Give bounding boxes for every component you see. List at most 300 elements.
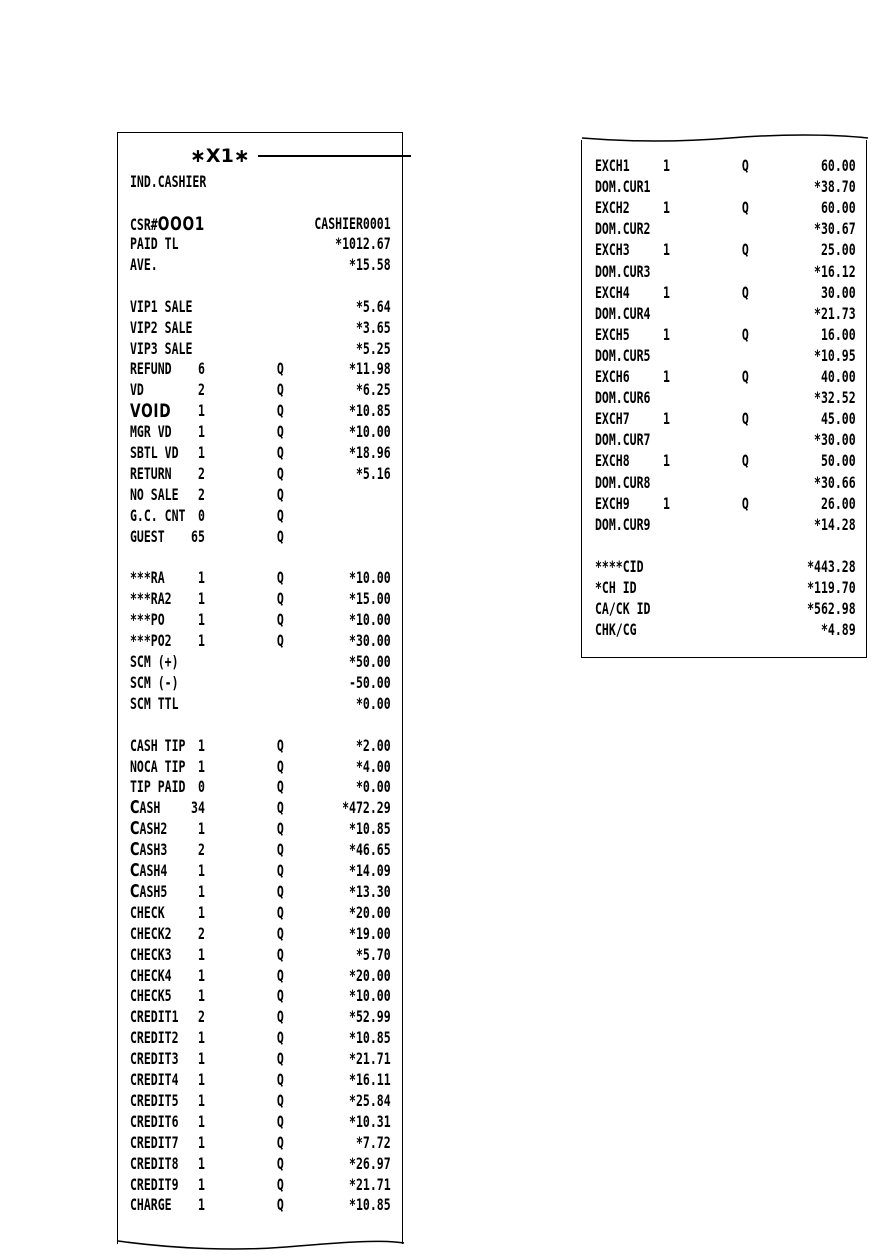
line-quantity: 1 <box>662 324 670 344</box>
line-amount: *5.70 <box>355 944 391 964</box>
line-quantity: 1 <box>197 1111 205 1131</box>
line-amount: *16.11 <box>349 1070 391 1089</box>
line-quantity: 1 <box>197 756 205 776</box>
line-label: PAID TL <box>130 234 179 253</box>
line-amount: *3.65 <box>355 317 391 337</box>
line-quantity: 0 <box>197 777 205 797</box>
line-amount: 30.00 <box>820 282 856 302</box>
line-label: CASH3 <box>130 839 168 861</box>
line-label: EXCH3 <box>595 240 630 260</box>
line-amount: *119.70 <box>807 578 856 597</box>
receipt-line <box>595 430 856 450</box>
receipt-title <box>130 172 320 192</box>
line-label: G.C. CNT <box>130 505 186 525</box>
line-quantity-unit: Q <box>741 156 749 175</box>
receipt-line <box>595 451 856 471</box>
line-label: NO SALE <box>130 484 179 504</box>
line-quantity: 1 <box>197 401 205 421</box>
receipt-line <box>595 282 856 303</box>
line-quantity: 1 <box>662 451 670 471</box>
line-label: VIP3 SALE <box>130 338 193 358</box>
line-label: *CH ID <box>595 578 637 597</box>
line-amount: *10.00 <box>349 422 391 442</box>
line-quantity: 1 <box>197 1132 205 1152</box>
line-label: CREDIT3 <box>130 1049 179 1069</box>
line-quantity-unit: Q <box>276 359 284 379</box>
receipt-line <box>595 409 856 429</box>
line-quantity: 1 <box>197 1195 205 1215</box>
receipt-line <box>130 338 391 359</box>
line-quantity: 1 <box>197 944 205 964</box>
receipt-line <box>595 367 856 387</box>
line-amount: *10.00 <box>349 568 391 588</box>
line-quantity: 65 <box>191 526 205 546</box>
line-amount: *30.67 <box>814 219 856 239</box>
line-quantity-unit: Q <box>276 610 284 630</box>
line-quantity: 1 <box>197 1090 205 1110</box>
line-label: SCM (-) <box>130 672 179 692</box>
line-amount: *18.96 <box>349 443 391 462</box>
line-quantity-unit: Q <box>276 1090 284 1110</box>
line-quantity-unit: Q <box>276 735 284 755</box>
line-quantity: 1 <box>197 1070 205 1089</box>
receipt-line <box>130 1049 391 1069</box>
line-label: DOM.CUR7 <box>595 430 651 450</box>
line-quantity-unit: Q <box>276 777 284 797</box>
line-amount: *46.65 <box>349 840 391 860</box>
line-amount: *10.31 <box>349 1111 391 1131</box>
line-quantity: 1 <box>662 409 670 429</box>
line-quantity-unit: Q <box>741 493 749 513</box>
line-label: DOM.CUR9 <box>595 514 651 534</box>
receipt-line <box>130 880 391 902</box>
line-quantity: 1 <box>197 881 205 901</box>
line-label: SCM (+) <box>130 652 179 671</box>
line-amount: *15.58 <box>349 254 391 274</box>
line-label: EXCH2 <box>595 198 630 218</box>
line-quantity: 1 <box>197 568 205 588</box>
line-label: EXCH5 <box>595 324 630 344</box>
line-label: CREDIT2 <box>130 1028 179 1048</box>
line-label: DOM.CUR4 <box>595 303 651 323</box>
line-label: CHARGE <box>130 1195 172 1215</box>
line-amount: 40.00 <box>820 367 856 386</box>
line-quantity: 2 <box>197 484 205 504</box>
line-label: ***RA <box>130 568 165 588</box>
line-quantity-unit: Q <box>741 409 749 429</box>
line-quantity: 1 <box>662 493 670 513</box>
line-quantity-unit: Q <box>741 367 749 386</box>
line-quantity: 0 <box>197 505 205 525</box>
receipt-line <box>130 1153 391 1174</box>
line-label: EXCH4 <box>595 282 630 302</box>
mode-label-leader-line <box>258 155 411 157</box>
receipt-line <box>130 735 391 756</box>
line-quantity: 1 <box>662 198 670 218</box>
line-label: DOM.CUR8 <box>595 472 651 492</box>
line-amount: *10.85 <box>349 401 391 421</box>
cashier-line <box>130 213 391 235</box>
receipt-line <box>595 514 856 535</box>
line-quantity-unit: Q <box>741 198 749 218</box>
line-amount: *5.25 <box>355 338 391 358</box>
line-quantity-unit: Q <box>741 324 749 344</box>
line-quantity: 1 <box>197 1049 205 1069</box>
receipt-line <box>130 506 320 526</box>
receipt-line <box>130 296 391 317</box>
line-label: DOM.CUR5 <box>595 345 651 365</box>
line-label: NOCA TIP <box>130 756 186 776</box>
receipt-line <box>130 1132 391 1153</box>
receipt-line <box>130 693 391 714</box>
receipt-line <box>595 303 856 324</box>
line-quantity: 1 <box>662 367 670 386</box>
line-quantity: 2 <box>197 380 205 400</box>
line-quantity-unit: Q <box>276 1153 284 1173</box>
line-quantity-unit: Q <box>276 819 284 839</box>
receipt-line <box>130 965 391 986</box>
line-amount: *19.00 <box>349 923 391 943</box>
line-quantity-unit: Q <box>276 1195 284 1215</box>
line-amount: *2.00 <box>355 735 391 755</box>
line-amount: 60.00 <box>820 156 856 175</box>
line-quantity: 1 <box>197 861 205 880</box>
line-amount: *25.84 <box>349 1090 391 1110</box>
line-label: VIP2 SALE <box>130 317 193 337</box>
receipt-line <box>130 234 391 254</box>
line-label: CREDIT5 <box>130 1090 179 1110</box>
line-label: ***PO2 <box>130 631 172 651</box>
line-amount: 16.00 <box>820 324 856 344</box>
line-amount: *10.00 <box>349 986 391 1006</box>
receipt-line <box>595 620 856 640</box>
line-quantity-unit: Q <box>276 1132 284 1152</box>
receipt-line <box>595 198 856 218</box>
line-quantity: 1 <box>197 819 205 839</box>
line-quantity-unit: Q <box>276 902 284 922</box>
line-amount: *0.00 <box>355 693 391 713</box>
line-quantity-unit: Q <box>276 1007 284 1027</box>
line-label: ****CID <box>595 556 644 576</box>
line-amount: *562.98 <box>807 599 856 619</box>
line-quantity-unit: Q <box>276 380 284 400</box>
line-label: CREDIT7 <box>130 1132 179 1152</box>
receipt-tear-edge <box>116 1237 406 1253</box>
cashier-code <box>130 214 205 235</box>
line-amount: *11.98 <box>349 359 391 379</box>
line-amount: *50.00 <box>349 652 391 671</box>
line-quantity-unit: Q <box>276 1174 284 1194</box>
line-quantity: 1 <box>197 1028 205 1048</box>
line-label: CHECK5 <box>130 986 172 1006</box>
line-amount: *30.00 <box>814 430 856 450</box>
line-amount: 26.00 <box>820 493 856 513</box>
cashier-code-prefix: CSR# <box>130 215 158 234</box>
line-amount: *472.29 <box>342 798 391 818</box>
line-amount: 25.00 <box>820 240 856 260</box>
cashier-name: CASHIER0001 <box>314 214 391 233</box>
line-amount: *0.00 <box>355 777 391 797</box>
receipt-line <box>130 400 391 423</box>
line-label: DOM.CUR6 <box>595 388 651 408</box>
line-label: DOM.CUR3 <box>595 261 651 281</box>
line-quantity: 1 <box>197 589 205 609</box>
line-label: VIP1 SALE <box>130 296 193 316</box>
line-label: VD <box>130 380 144 400</box>
line-label: RETURN <box>130 463 172 483</box>
line-quantity: 1 <box>197 631 205 651</box>
receipt-line <box>130 1195 391 1215</box>
receipt-line <box>130 589 391 609</box>
line-quantity: 1 <box>197 986 205 1006</box>
cashier-code-number: OOO1 <box>157 213 206 235</box>
receipt-line <box>595 324 856 345</box>
line-label: EXCH6 <box>595 367 630 386</box>
receipt-line <box>595 177 856 197</box>
line-quantity-unit: Q <box>276 463 284 483</box>
receipt-title-text: IND.CASHIER <box>130 172 207 191</box>
line-label: CHECK <box>130 902 165 922</box>
receipt-line <box>130 1111 391 1132</box>
line-label: CASH2 <box>130 818 168 840</box>
receipt-line <box>595 156 856 176</box>
line-label: CHECK4 <box>130 965 172 985</box>
line-quantity: 1 <box>197 443 205 462</box>
line-quantity-unit: Q <box>276 1049 284 1069</box>
line-label: CASH TIP <box>130 735 186 755</box>
line-quantity-unit: Q <box>276 923 284 943</box>
line-label: CASH4 <box>130 860 168 881</box>
line-amount: *10.85 <box>349 1195 391 1215</box>
receipt-line <box>595 536 785 556</box>
line-amount: *5.64 <box>355 296 391 316</box>
line-amount: *6.25 <box>355 380 391 400</box>
receipt-line <box>595 219 856 239</box>
line-quantity-unit: Q <box>276 484 284 504</box>
line-label: VOID <box>130 400 172 423</box>
line-label: TIP PAID <box>130 777 186 797</box>
line-amount: *30.00 <box>349 631 391 651</box>
receipt-line <box>130 1007 391 1027</box>
receipt-line <box>130 1090 391 1111</box>
receipt-line <box>130 254 391 275</box>
receipt-line <box>130 756 391 777</box>
line-quantity: 1 <box>662 282 670 302</box>
line-quantity-unit: Q <box>276 1028 284 1048</box>
line-label: CHK/CG <box>595 620 637 640</box>
report-mode-label: ∗X1∗ <box>190 145 250 167</box>
line-quantity-unit: Q <box>276 756 284 776</box>
receipt-line <box>595 240 856 260</box>
receipt-line <box>130 944 391 965</box>
line-amount: *1012.67 <box>335 234 391 253</box>
receipt-line <box>130 317 391 338</box>
receipt-line <box>595 493 856 514</box>
line-label: SBTL VD <box>130 443 179 462</box>
line-amount: *16.12 <box>814 261 856 281</box>
receipt-line <box>130 860 391 881</box>
line-label: ***PO <box>130 610 165 630</box>
line-label: EXCH1 <box>595 156 630 175</box>
line-amount: *26.97 <box>349 1153 391 1173</box>
line-amount: *443.28 <box>807 556 856 576</box>
line-quantity: 1 <box>197 965 205 985</box>
receipt-line <box>130 839 391 861</box>
line-amount: *5.16 <box>355 463 391 483</box>
line-amount: *15.00 <box>349 589 391 609</box>
line-quantity-unit: Q <box>276 401 284 421</box>
line-amount: *14.09 <box>349 861 391 880</box>
line-quantity: 2 <box>197 923 205 943</box>
receipt-line <box>130 986 391 1006</box>
line-label: DOM.CUR1 <box>595 177 651 197</box>
line-quantity: 2 <box>197 840 205 860</box>
line-quantity: 1 <box>662 156 670 175</box>
line-quantity: 34 <box>191 798 205 818</box>
line-amount: *4.89 <box>820 620 856 640</box>
line-amount: *14.28 <box>814 514 856 534</box>
line-label: GUEST <box>130 526 165 546</box>
line-amount: *32.52 <box>814 388 856 408</box>
receipt-line <box>130 818 391 840</box>
receipt-line <box>130 672 391 693</box>
receipt-line <box>130 568 391 588</box>
line-label: SCM TTL <box>130 693 179 713</box>
line-amount: *20.00 <box>349 902 391 922</box>
line-quantity: 1 <box>197 422 205 442</box>
line-amount: *38.70 <box>814 177 856 197</box>
receipt-line <box>595 472 856 493</box>
line-amount: *10.85 <box>349 1028 391 1048</box>
line-quantity-unit: Q <box>276 505 284 525</box>
line-label: CA/CK ID <box>595 599 651 619</box>
line-quantity-unit: Q <box>276 986 284 1006</box>
line-amount: 60.00 <box>820 198 856 218</box>
line-quantity-unit: Q <box>276 861 284 880</box>
receipt-tear-edge-top <box>580 132 870 148</box>
receipt-line <box>130 380 391 400</box>
line-quantity-unit: Q <box>276 422 284 442</box>
receipt-line <box>130 443 391 463</box>
line-amount: *10.00 <box>349 610 391 630</box>
receipt-line <box>130 631 391 651</box>
receipt-line <box>595 388 856 408</box>
line-label: CHECK3 <box>130 944 172 964</box>
receipt-line <box>130 359 391 379</box>
line-label: EXCH9 <box>595 493 630 513</box>
line-amount: *13.30 <box>349 881 391 901</box>
line-amount: *21.73 <box>814 303 856 323</box>
line-amount: *21.71 <box>349 1174 391 1194</box>
line-amount: 50.00 <box>820 451 856 471</box>
line-quantity-unit: Q <box>276 965 284 985</box>
line-label: CASH5 <box>130 880 168 902</box>
line-quantity: 1 <box>197 735 205 755</box>
line-quantity: 1 <box>662 240 670 260</box>
line-quantity-unit: Q <box>276 840 284 860</box>
line-label: ***RA2 <box>130 589 172 609</box>
receipt-line <box>595 261 856 282</box>
line-quantity-unit: Q <box>276 526 284 546</box>
line-quantity-unit: Q <box>276 1111 284 1131</box>
line-quantity: 1 <box>197 1153 205 1173</box>
receipt-line <box>130 276 320 296</box>
line-amount: *20.00 <box>349 965 391 985</box>
receipt-line <box>130 797 391 819</box>
line-label: MGR VD <box>130 422 172 442</box>
line-label: CHECK2 <box>130 923 172 943</box>
line-amount: *7.72 <box>355 1132 391 1152</box>
line-quantity-unit: Q <box>741 240 749 260</box>
line-quantity: 1 <box>197 902 205 922</box>
line-quantity-unit: Q <box>276 631 284 651</box>
line-label: EXCH8 <box>595 451 630 471</box>
line-amount: *10.95 <box>814 345 856 365</box>
receipt-line <box>130 777 391 797</box>
line-amount: *30.66 <box>814 472 856 492</box>
line-quantity-unit: Q <box>276 798 284 818</box>
line-quantity-unit: Q <box>276 568 284 588</box>
line-label: REFUND <box>130 359 172 379</box>
line-label: EXCH7 <box>595 409 630 429</box>
line-quantity: 1 <box>197 610 205 630</box>
receipt-line <box>130 1070 391 1090</box>
line-label: CASH <box>130 797 161 819</box>
line-label: CREDIT8 <box>130 1153 179 1173</box>
receipt-line <box>130 652 391 672</box>
receipt-line <box>130 923 391 944</box>
receipt-line <box>595 599 856 619</box>
line-amount: *4.00 <box>355 756 391 776</box>
receipt-line <box>595 578 856 598</box>
line-quantity-unit: Q <box>276 944 284 964</box>
line-quantity-unit: Q <box>741 451 749 471</box>
line-amount: *10.85 <box>349 819 391 839</box>
receipt-line <box>595 556 856 577</box>
line-amount: 45.00 <box>820 409 856 429</box>
line-quantity: 2 <box>197 1007 205 1027</box>
receipt-line <box>130 902 391 923</box>
line-quantity: 1 <box>197 1174 205 1194</box>
line-label: CREDIT4 <box>130 1070 179 1089</box>
line-quantity-unit: Q <box>741 282 749 302</box>
line-label: DOM.CUR2 <box>595 219 651 239</box>
line-quantity-unit: Q <box>276 443 284 462</box>
line-quantity-unit: Q <box>276 881 284 901</box>
receipt-line <box>130 422 391 442</box>
receipt-line <box>130 463 391 484</box>
line-label: CREDIT6 <box>130 1111 179 1131</box>
line-label: AVE. <box>130 254 158 274</box>
line-amount: -50.00 <box>349 672 391 692</box>
line-quantity: 2 <box>197 463 205 483</box>
receipt-line <box>130 715 320 735</box>
line-label: CREDIT1 <box>130 1007 179 1027</box>
receipt-line <box>130 485 320 505</box>
line-quantity-unit: Q <box>276 589 284 609</box>
line-amount: *52.99 <box>349 1007 391 1027</box>
receipt-line <box>130 548 320 568</box>
line-quantity: 6 <box>197 359 205 379</box>
receipt-line <box>130 1028 391 1048</box>
line-quantity-unit: Q <box>276 1070 284 1089</box>
receipt-line <box>130 1174 391 1195</box>
line-amount: *21.71 <box>349 1049 391 1069</box>
receipt-line <box>595 345 856 366</box>
receipt-line <box>130 610 391 630</box>
receipt-line <box>130 527 320 547</box>
line-label: CREDIT9 <box>130 1174 179 1194</box>
